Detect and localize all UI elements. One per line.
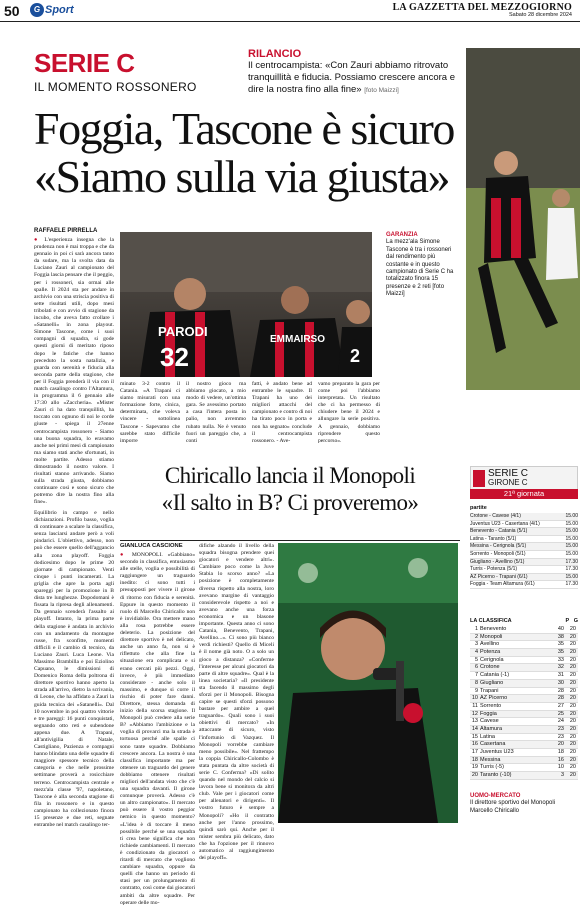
match-row: [470, 528, 578, 536]
article1-mid-col-3: fatti, è andato bene ad entrambe le squadre. Il Trapani ha uno dei migliori attacchi del campionato e contro di noi ha tirato poco in porta e non ha segnato» conclude il centrocampista rossonero. - Ave-: [252, 381, 312, 444]
matches-list: [470, 505, 578, 589]
sport-logo: [30, 3, 74, 17]
table-row: [470, 688, 578, 696]
match-time: 15.00: [565, 528, 578, 535]
photo-chiricallo: [278, 543, 458, 823]
table-position: 7: [474, 672, 478, 679]
rilancio-kicker: RILANCIO: [248, 48, 302, 60]
table-team: Potenza: [480, 649, 501, 656]
table-team: Benevento: [480, 626, 507, 632]
table-points: 40: [557, 626, 564, 632]
table-games: 20: [569, 733, 576, 740]
table-games: 20: [569, 641, 576, 648]
table-points: 35: [557, 649, 564, 656]
table-points: 30: [557, 679, 564, 686]
table-games: 20: [569, 695, 576, 702]
table-row: [470, 649, 578, 657]
table-team: Cavese: [480, 718, 499, 725]
table-team: Casertana: [480, 741, 506, 748]
table-team: AZ Picerno: [480, 695, 508, 702]
table-games: 20: [569, 725, 576, 732]
article1-mid-col-1: minato 3-2 contro il Catania. «A Trapani ci siamo misurati con una formazione forte, cinica, determinata, che voleva vincere - sottolinea Tascone - Sapevamo che sarebbe stato difficile imporre: [120, 381, 180, 444]
headline2-line-2: «Il salto in B? Ci proveremo»: [161, 490, 419, 515]
table-position: 5: [474, 656, 478, 663]
table-row: [470, 764, 578, 772]
table-position: 4: [474, 649, 478, 656]
standings-title: SERIE C: [488, 468, 529, 479]
col-header-p: P: [565, 618, 570, 624]
col-header-g: G: [573, 618, 578, 624]
table-row: [470, 703, 578, 711]
table-games: 20: [569, 633, 576, 640]
page-number: 50: [4, 3, 20, 19]
table-games: 20: [569, 772, 576, 779]
match-row: [470, 543, 578, 551]
matches-label: partite: [470, 505, 487, 511]
table-points: 18: [557, 749, 564, 755]
match-row: [470, 581, 578, 589]
table-team: Taranto (-10): [480, 772, 512, 779]
standings-round: 21ª giornata: [470, 489, 578, 499]
jersey-number-32: 32: [160, 342, 189, 372]
match-row: [470, 521, 578, 529]
table-position: 16: [471, 741, 478, 748]
article2-column-2: difiche alzando il livello della squadra bisogna prendere quei giocatori e vendere altri». Cambiare poco come la Juve Stabia lo scorso anno? «La posizione è completamente diversa rispetto alla nostra, loro avevano margine di vantaggio considerevole rispetto a noi e avevano anche una forza economica e un blasone importante. Questa anno ci sono Catania, Benevento, Trapani, Avellino...». Ci sono più bianco verdi richiesti? Quello di Miceli è il nome già noto. O a solo un gioco a distanza? «Conferme l'interesse per alcuni giocatori da parte di altre squadre». Qual è la linea societaria? «Il presidente sta facendo il massimo degli sforzi per il Monopoli. Bisogna capire se questi sforzi possono bastare per ambire a quel traguardo». Quali sono i suoi obiettivi di mercato? «In attaccante di sicuro, visto l'infortunio di Vazquez. Il Monopoli vorrebbe cambiare meno possibile». Nel frattempo la coppia Chiricallo-Colombo è stata puntata da altre società di serie C. Conferma? «Di solito quando nel mondo del calcio si lavora bene si monitora da altri club. Vale per i giocatori come per allenatori e dirigenti». Il vostro futuro è sempre a Monopoli? «Ho il contratto anche per l'anno prossimo, quindi sarò qui. Anche per il mister sembra più delicato, dato che ha l'opzione per il rinnovo automatico al raggiungimento dei playoff».: [199, 543, 274, 862]
match-time: 15.00: [565, 513, 578, 519]
caption-garanzia-text: La mezz'ala Simone Tascone è tra i rossoneri dal rendimento più costante e in questo campionato di Serie C ha totalizzato finora 15 presenze e 2 reti: [386, 239, 454, 290]
match-teams: Turris - Potenza (5/1): [470, 566, 518, 573]
table-games: 20: [569, 687, 576, 694]
table-position: 18: [471, 756, 478, 763]
caption-garanzia-label: GARANZIA: [386, 232, 418, 238]
table-points: 31: [557, 672, 564, 679]
table-position: 20: [471, 772, 478, 779]
table-team: Latina: [480, 733, 495, 740]
match-row: [470, 536, 578, 544]
table-row: [470, 695, 578, 703]
table-row: [470, 641, 578, 649]
table-row: [470, 726, 578, 734]
table-position: 13: [471, 718, 478, 725]
article1-column-1: [34, 237, 114, 507]
classifica-label: [470, 618, 578, 624]
sport-logo-text: Sport: [45, 3, 74, 16]
table-position: 6: [474, 664, 478, 671]
table-row: [470, 741, 578, 749]
bullet-icon: ●: [34, 237, 45, 243]
match-teams: Benevento - Catania (5/1): [470, 528, 528, 535]
rilancio-text: [248, 60, 458, 97]
table-points: 35: [557, 641, 564, 648]
table-row: [470, 711, 578, 719]
match-teams: Sorrento - Monopoli (5/1): [470, 550, 526, 557]
table-row: [470, 772, 578, 780]
table-points: 23: [557, 733, 564, 740]
standings-group: GIRONE C: [488, 478, 528, 487]
rilancio-credit: [foto Maizzi]: [364, 87, 399, 94]
chiricallo-illustration: [278, 543, 458, 823]
article2-col1-text: MONOPOLI. «Gabbiano» secondo in classifica, entusiasmo alle stelle, voglia e possibilità di raggiungere un traguardo inedito: ci sono tutti i presupposti per vivere il girone di ritorno con fiducia e serenità. Eppure in questo momento il ruolo di Marcello Chiricallo non è invidiabile. Ora mettere mano alla rosa potrebbe essere deleterio. La posizione del direttore sportivo è nel delicato, anche un anno fa, non si è riflettuto che alla fine la situazione era complicata e si erano cercati più pezzi. Oggi, invece, è più immediato considerare - anche solo il massimo, e dunque si corre il rischio di poter fare danni. Direttore, stessa domanda di inizio della scorsa stagione. Il Monopoli può credere alla serie B? «Abbiamo l'ambizione e la voglia di provarci ma la strada è tortuosa perché alle spalle ci sono tante squadre. Dobbiamo crescere ancora. La nostra è una classifica importante ma per ottenere un traguardo del genere dobbiamo ottenere risultati migliori dell'andata visto che c'è una squadra davanti. Il girone comunque proverà. Adesso c'è un altro campionato». Il mercato può essere il vostro peggior nemico in questo momento? «L'idea è di toccare il meno possibile perché se una squadra ti crea bene significa che non richiede cambiamenti. Il mercato è condizionato da giocatori o ritardi di mercato che vogliono cambiare squadra, oppure da quelli che hanno un periodo di stasi per un prolungamento di contratto, così come dai giocatori ambiti da altre squadre. Per operare delle mo-: [120, 552, 195, 906]
table-games: 20: [569, 664, 576, 671]
table-games: 20: [569, 649, 576, 656]
table-team: Foggia: [480, 710, 497, 717]
serie-c-logo-icon: [473, 470, 485, 487]
table-team: Trapani: [480, 687, 499, 694]
table-position: 2: [474, 633, 478, 640]
table-position: 10: [471, 695, 478, 702]
table-team: Altamura: [480, 725, 503, 732]
photo-tascone: [466, 48, 580, 390]
table-team: Cerignola: [480, 656, 504, 663]
article2-column-1: [120, 552, 195, 906]
article1-col1b-text: Equilibrio in campo e nello dichiarazioni. Profilo basso, voglia di continuare a scalare la classifica, senza lasciarsi andare però a voli pindarici. L'obiettivo, adesso, non può che essere quello dell'agganciο alla zona playoff. Foggia dodicesimo dopo le prime 20 giornate di campionato. Venti cinque i punti incamerati. La griglia che apre la porta agli spareggi per la promozione in B dista tre lunghezze. Dopodomani è fissata la ripresa degli allenamenti. Da gennaio scenderà l'assalto ai playoff. Intanto, la prima parte della stagione è andata in archivio con un andamento da montagne russe, fra sconfitte, momenti difficili e il cambio di tecnico, da Luciano Zauri. Luca Leone. Via Massimo Brambilla e poi Eziolino Capuano, le dimissioni di Domenico Roma della poltrona di direttore sportivo hanno aperto la strada all'arrivo, dietro la scrivania, di Leone, che ha affidato a Zauri la guida tecnica dei «Satanelli». Dal 10 novembre in poi quattro vittorie e tre pareggi: 16 punti conquistati, segnando otto reti e subendone appena due. A Trapani, all'antivigilia di Natale, Castigliano, Pazienza e compagni hanno blindato una delle squadre di maggiore spessore tecnico della categoria e che nelle prossime settimane proverà a rosicchiare terreno. Centrocampista centrale e mezz'ala classe '97, napoletano, Tascone è alla seconda stagione di fila in rossonero e in questo campionato ha collezionato finora 15 presenze e due reti, segnate entrambe nel match casalingo ter-: [34, 510, 114, 829]
match-teams: Foggia - Team Altamura (6/1): [470, 581, 535, 588]
match-time: 15.00: [565, 543, 578, 550]
table-games: 20: [569, 710, 576, 717]
table-team: Crotone: [480, 664, 500, 671]
table-points: 24: [557, 718, 564, 725]
table-points: 33: [557, 656, 564, 663]
classifica-table: [470, 618, 578, 780]
gazzetta-logo-icon: G: [30, 3, 44, 17]
masthead-date: Sabato 28 dicembre 2024: [509, 12, 572, 18]
headline-foggia: [34, 105, 464, 201]
photo-celebration: [120, 232, 372, 377]
byline-cascione: GIANLUCA CASCIONE: [120, 543, 183, 549]
article1-column-1b: [34, 510, 114, 829]
table-row: [470, 734, 578, 742]
caption-uomo-mercato: [470, 793, 578, 815]
table-position: 17: [471, 749, 478, 755]
table-row: [470, 664, 578, 672]
match-time: 15.00: [565, 520, 578, 527]
table-row: [470, 657, 578, 665]
table-row: [470, 672, 578, 680]
table-games: 20: [569, 741, 576, 748]
table-row: [470, 626, 578, 634]
match-time: 17.30: [565, 566, 578, 573]
table-row: [470, 757, 578, 765]
table-points: 16: [557, 756, 564, 763]
headline-line-2: «Siamo sulla via giusta»: [34, 151, 450, 202]
player-photo-illustration: [466, 48, 580, 390]
table-points: 20: [557, 741, 564, 748]
table-games: 20: [569, 749, 576, 755]
table-position: 12: [471, 710, 478, 717]
table-team: Giugliano: [480, 679, 504, 686]
match-time: 15.00: [565, 535, 578, 542]
celebration-illustration: [120, 232, 372, 377]
table-position: 15: [471, 733, 478, 740]
table-games: 20: [569, 764, 576, 771]
article1-mid-col-2: il nostro gioco ma abbiamo giocato, a mio modo di vedere, un'ottima gara. Se avessimo portato a casa l'intera posta in palio, non avremmo rubato nulla. Ne è venuto fuori un pareggio che, a conti: [186, 381, 246, 444]
match-row: [470, 551, 578, 559]
table-games: 20: [569, 702, 576, 709]
table-team: Sorrento: [480, 702, 502, 709]
table-team: Juventus U23: [480, 749, 514, 755]
article1-mid-col-4: vamo preparato la gara per come poi l'abbiamo interpretata. Un risultato che ci ha permesso di chiudere bene il 2024 e allungare la serie positiva. A gennaio, dobbiamo riprendere questo percorso».: [318, 381, 380, 444]
masthead: LA GAZZETTA DEL MEZZOGIORNO: [392, 2, 572, 13]
table-row: [470, 680, 578, 688]
table-points: 28: [557, 695, 564, 702]
table-points: 3: [560, 772, 564, 779]
jersey-name-parodi: PARODI: [158, 324, 208, 339]
table-games: 20: [569, 672, 576, 679]
table-row: [470, 749, 578, 757]
table-row: [470, 718, 578, 726]
bullet-icon: ●: [120, 552, 132, 558]
table-team: Avellino: [480, 641, 500, 648]
section-subtitle: IL MOMENTO ROSSONERO: [34, 80, 197, 94]
match-teams: Messina - Cerignola (5/1): [470, 543, 527, 550]
caption-uomo-label: UOMO-MERCATO: [470, 793, 521, 799]
table-points: 25: [557, 710, 564, 717]
table-position: 11: [472, 702, 478, 709]
table-team: Turris (-5): [480, 764, 504, 771]
section-title: SERIE C: [34, 48, 135, 78]
match-teams: Latina - Taranto (5/1): [470, 535, 517, 542]
table-position: 8: [474, 679, 478, 686]
table-games: 20: [569, 756, 576, 763]
table-points: 32: [557, 664, 564, 671]
match-time: 15.00: [565, 573, 578, 580]
headline-monopoli: [120, 462, 460, 516]
table-position: 19: [471, 764, 478, 771]
table-position: 1: [474, 626, 478, 632]
caption-garanzia: [386, 232, 456, 299]
table-team: Monopoli: [480, 633, 503, 640]
table-games: 20: [569, 626, 576, 632]
caption-garanzia-credit: [foto Maizzi]: [386, 283, 445, 298]
match-time: 17.30: [565, 558, 578, 565]
match-teams: Juventus U23 - Casertana (4/1): [470, 520, 540, 527]
match-teams: AZ Picerno - Trapani (6/1): [470, 573, 528, 580]
table-points: 27: [557, 702, 564, 709]
table-position: 14: [471, 725, 478, 732]
caption-uomo-text: Il direttore sportivo del Monopoli Marcello Chiricallo: [470, 800, 556, 814]
table-games: 20: [569, 679, 576, 686]
table-team: Catania (-1): [480, 672, 510, 679]
jersey-number-2: 2: [350, 346, 361, 366]
table-position: 9: [474, 687, 478, 694]
headline-line-1: Foggia, Tascone è sicuro: [34, 103, 454, 154]
table-points: 23: [557, 725, 564, 732]
match-teams: Giugliano - Avellino (5/1): [470, 558, 525, 565]
article1-col1-text: L'esperienza insegna che la prudenza non è mai troppa e che da gennaio in poi ci sarà ancora tanto da sudare, ma la svolta data da Luciano Zauri al campionato del Foggia lascia pensare che il peggio, per i rossoneri, sia ormai alle spalle. Il 2024 sta per andare in archivio con una striscia positiva di sette risultati utili, dopo mesi tribolati e con avvio di stagione da incubo, che aveva fatto crollare i «Satanelli» in zona playout. Simone Tascone, come i suoi compagni di squadra, si gode questi giorni di meritato riposo dopo le fatiche che hanno preceduto la sosta natalizia, e guarda con serenità e fiducia alla seconda parte della stagione, che per il Foggia prenderà il via con il match casalingo contro l'Altamura, in programma il 6 gennaio alle 17:30 allo «Zaccheria». «Mister Zauri ci ha dato tranquillità, ha toccato con ognuno di noi le corde giuste - spiega il 27enne centrocampista rossonero - Siamo una buona squadra, lo eravamo anche nei primi mesi di campionato ma siamo stati anche sfortunati, in molte partite. Adesso stiamo dimostrando il nostro valore. I risultati stanno arrivando. Siamo sulla strada giusta, dobbiamo continuare così e sono sicuro che potremo dire la nostra fino alla fine».: [34, 237, 114, 506]
match-time: 15.00: [565, 550, 578, 557]
table-points: 10: [557, 764, 564, 771]
table-points: 38: [557, 633, 564, 640]
rilancio-quote: Il centrocampista: «Con Zauri abbiamo ritrovato tranquillità e fiducia. Possiamo crescere ancora e dire la nostra fino alla fine»: [248, 60, 455, 95]
match-row: [470, 574, 578, 582]
jersey-name-emmairso: EMMAIRSO: [270, 334, 325, 345]
match-row: [470, 566, 578, 574]
table-team: Messina: [480, 756, 501, 763]
match-time: 17.30: [565, 581, 578, 588]
match-row: [470, 513, 578, 521]
classifica-title: LA CLASSIFICA: [470, 618, 512, 624]
divider: [120, 540, 460, 541]
table-position: 3: [474, 641, 478, 648]
match-row: [470, 559, 578, 567]
table-games: 20: [569, 718, 576, 725]
table-row: [470, 634, 578, 642]
headline2-line-1: Chiricallo lancia il Monopoli: [164, 463, 416, 488]
table-games: 20: [569, 656, 576, 663]
table-points: 28: [557, 687, 564, 694]
match-teams: Crotone - Cavese (4/1): [470, 513, 521, 519]
byline-pirrella: RAFFAELE PIRRELLA: [34, 228, 98, 234]
